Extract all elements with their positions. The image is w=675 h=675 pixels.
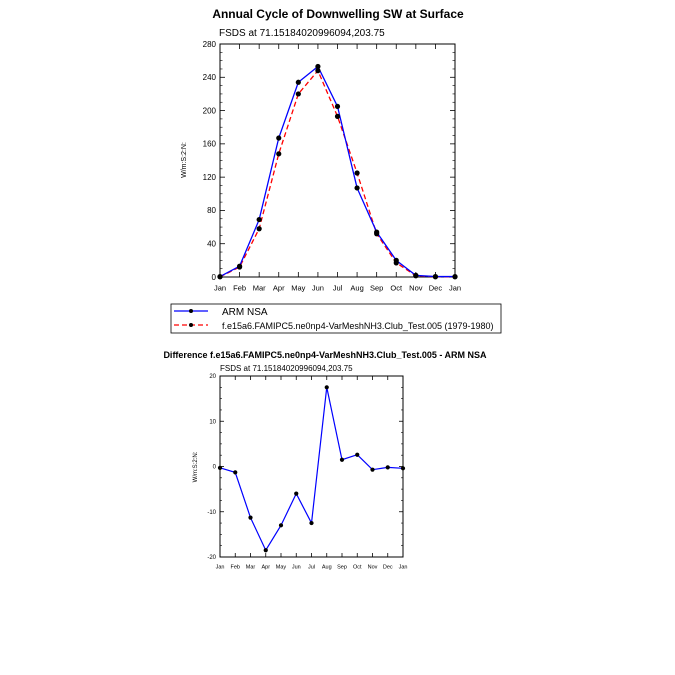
difference-y-axis-label: W/m:S:2:N: [193,451,199,483]
x-tick-label: Dec [382,564,393,571]
data-point-series-0 [264,548,268,552]
data-point-series-0 [279,523,283,527]
chart-subtitle: FSDS at 71.15184020996094,203.75 [219,28,385,39]
data-point-series-0 [218,466,222,470]
x-tick-label: Jan [213,283,227,293]
data-point-series-1 [315,68,320,73]
data-point-series-0 [355,453,359,457]
y-tick-label: 240 [202,73,216,83]
data-point-series-0 [296,80,301,85]
data-point-series-1 [374,231,379,236]
difference-title: Difference f.e15a6.FAMIPC5.ne0np4-VarMeshNH3.Club_Test.005 - ARM NSA [163,350,487,360]
x-tick-label: May [291,283,306,293]
data-point-series-1 [394,260,399,265]
x-tick-label: Mar [252,283,266,293]
series-line-0 [220,66,455,276]
data-point-series-1 [257,226,262,231]
plot-frame [220,44,455,277]
y-tick-label: -20 [207,555,216,562]
difference-tick-marks [220,376,403,557]
data-point-series-0 [401,466,405,470]
x-tick-label: Aug [350,283,364,293]
data-point-series-1 [296,91,301,96]
data-point-series-0 [386,465,390,469]
y-tick-labels [203,40,217,282]
x-tick-label: Oct [390,283,403,293]
data-point-series-1 [452,274,457,279]
x-tick-label: Jun [291,564,301,571]
series-line-1 [220,71,455,277]
legend-obs-marker [189,309,193,313]
x-tick-label: Jan [398,564,408,571]
x-tick-label: Apr [261,564,271,571]
x-tick-label: Jun [311,283,324,293]
difference-y-tick-labels [207,374,216,561]
y-tick-label: 80 [207,206,216,216]
data-point-series-1 [335,114,340,119]
y-tick-label: 0 [212,464,216,471]
y-tick-label: 280 [202,39,216,49]
y-tick-label: 10 [209,419,216,426]
x-tick-label: Jan [448,283,462,293]
data-point-series-0 [276,135,281,140]
difference-subtitle: FSDS at 71.15184020996094,203.75 [220,364,353,373]
x-tick-label: Feb [233,283,247,293]
data-point-series-1 [217,274,222,279]
legend [171,304,501,333]
x-tick-label: Nov [409,283,423,293]
x-tick-label: Jan [215,564,225,571]
x-tick-label: Aug [321,564,332,571]
difference-data-series [218,385,405,552]
data-point-series-1 [237,264,242,269]
data-point-series-0 [233,470,237,474]
x-tick-label: May [275,564,287,571]
chart-title: Annual Cycle of Downwelling SW at Surface [212,7,464,21]
data-point-series-0 [325,385,329,389]
legend-model-marker [189,323,193,327]
x-tick-label: Dec [428,283,443,293]
legend-model-label: f.e15a6.FAMIPC5.ne0np4-VarMeshNH3.Club_Test.005 (1979-1980) [222,321,494,331]
data-point-series-1 [413,273,418,278]
data-point-series-0 [370,468,374,472]
difference-x-tick-labels [216,565,408,571]
data-point-series-1 [354,170,359,175]
y-tick-label: 120 [202,172,216,182]
x-tick-label: Sep [337,564,347,571]
y-tick-label: -10 [207,509,216,516]
x-tick-label: Mar [245,564,256,571]
annual-cycle-panel [181,7,464,293]
x-tick-label: Jul [332,283,343,293]
legend-obs-label: ARM NSA [222,307,268,318]
series-line-0 [220,387,403,550]
data-point-series-0 [309,521,313,525]
x-tick-label: Oct [352,564,362,571]
difference-plot-frame [220,376,403,557]
data-series [217,64,457,280]
tick-marks [220,44,455,277]
y-axis-label: W/m:S:2:N: [181,142,188,178]
data-point-series-0 [354,185,359,190]
difference-panel [163,350,487,571]
x-tick-label: Jul [307,564,316,571]
data-point-series-0 [335,104,340,109]
x-tick-label: Apr [272,283,285,293]
data-point-series-0 [340,458,344,462]
y-tick-label: 0 [211,272,216,282]
data-point-series-0 [257,217,262,222]
x-tick-labels [214,284,461,293]
data-point-series-1 [276,151,281,156]
data-point-series-1 [433,274,438,279]
data-point-series-0 [248,516,252,520]
y-tick-label: 160 [202,139,216,149]
data-point-series-0 [294,492,298,496]
x-tick-label: Nov [367,564,378,571]
y-tick-label: 40 [207,239,216,249]
y-tick-label: 200 [202,106,216,116]
x-tick-label: Sep [369,283,384,293]
x-tick-label: Feb [230,564,240,571]
y-tick-label: 20 [209,374,216,381]
